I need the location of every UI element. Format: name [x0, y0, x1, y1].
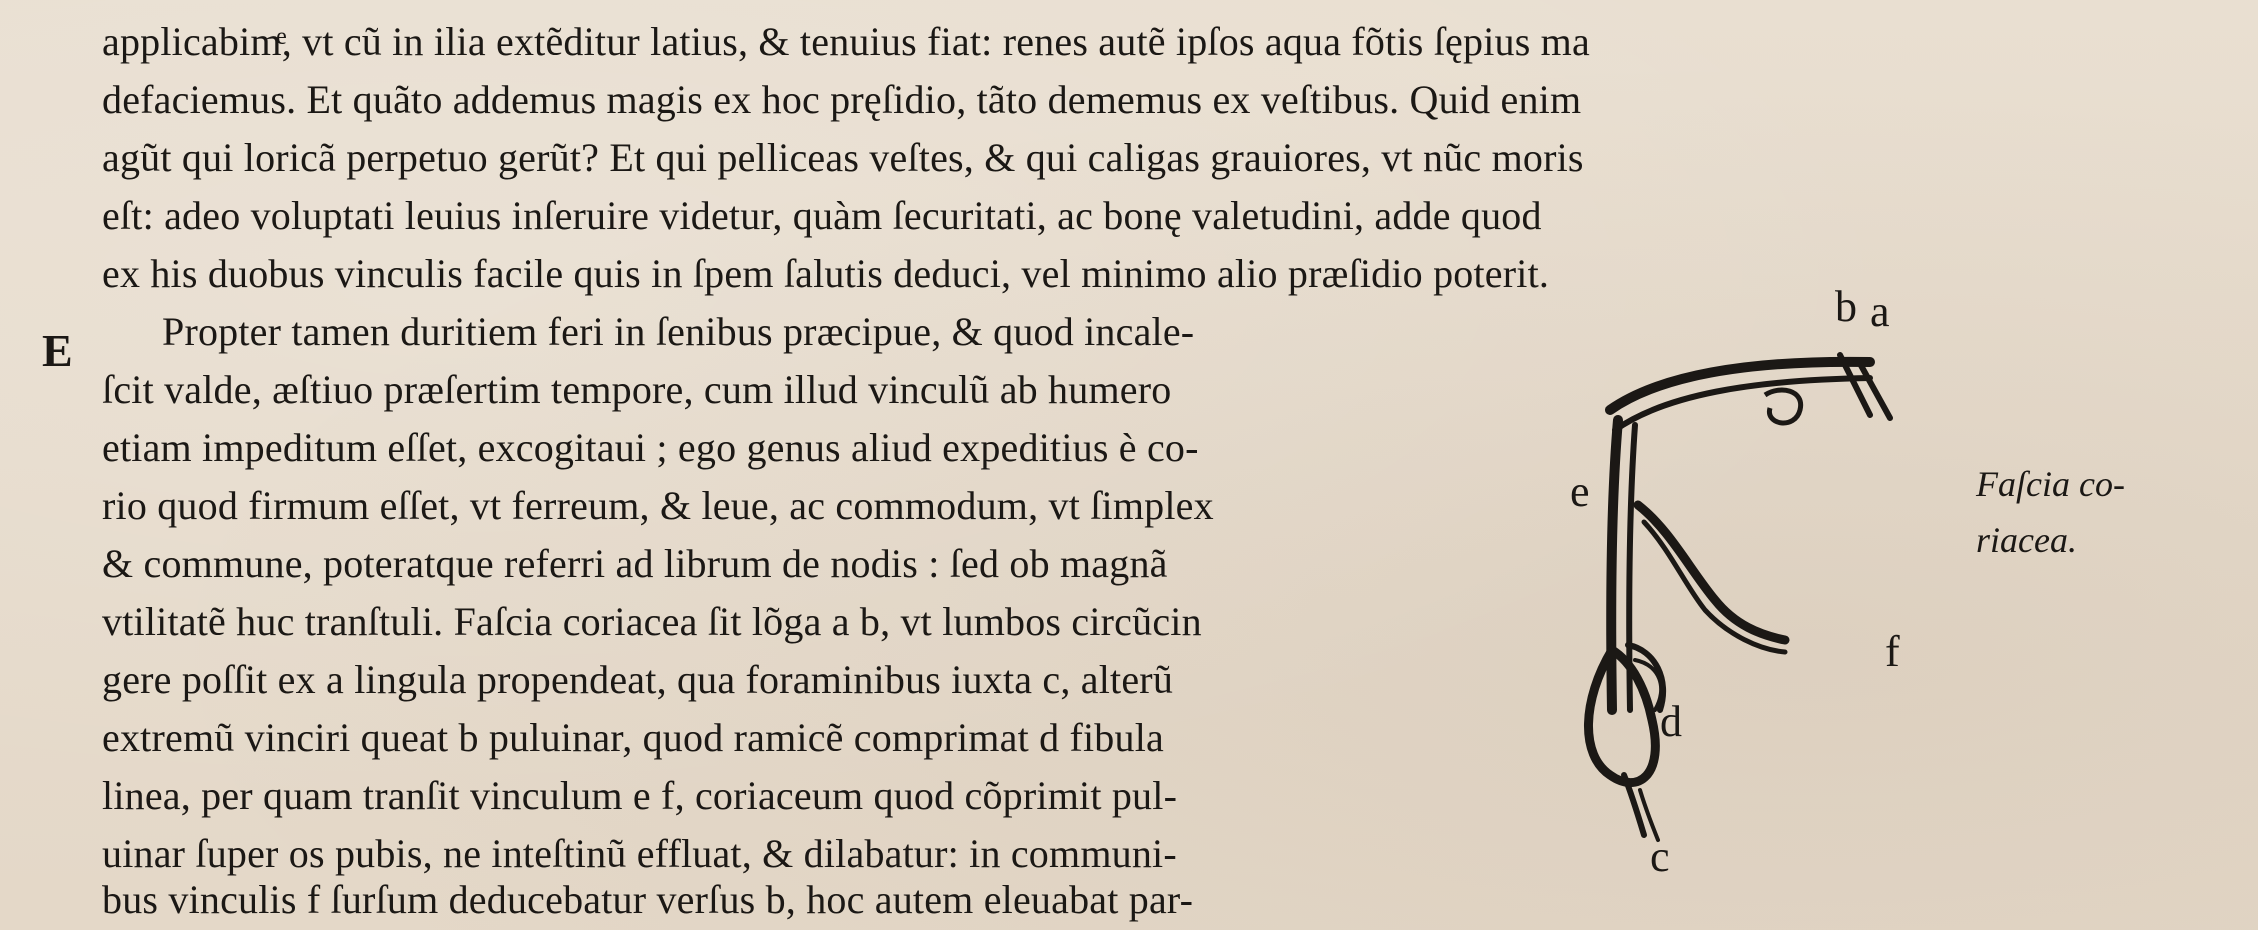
text-line-1: applicabimͤ, vt cũ in ilia extẽditur latius, & tenuius fiat: renes autẽ ipſos aqua fõtis ſępius ma [102, 19, 1590, 64]
margin-letter: E [42, 325, 73, 376]
text-line-4: eſt: adeo voluptati leuius inſeruire videtur, quàm ſecuritati, ac bonę valetudini, adde quod [102, 193, 1542, 238]
paragraph-line-5: & commune, poteratque referri ad librum de nodis : ſed ob magnã [102, 541, 1168, 586]
paragraph-line-6: vtilitatẽ huc tranſtuli. Faſcia coriacea ſit lõga a b, vt lumbos circũcin [102, 599, 1202, 644]
paragraph-line-3: etiam impeditum eſſet, excogitaui ; ego genus aliud expeditius è co- [102, 425, 1199, 470]
text-line-3: agũt qui loricã perpetuo gerũt? Et qui pelliceas veſtes, & qui caligas grauiores, vt nũc moris [102, 135, 1584, 180]
paragraph-line-9: linea, per quam tranſit vinculum e f, coriaceum quod cõprimit pul- [102, 773, 1178, 818]
truss-illustration [1540, 287, 1960, 890]
figure-label-e: e [1570, 467, 1590, 516]
paragraph-line-4: rio quod firmum eſſet, vt ferreum, & leue, ac commodum, vt ſimplex [102, 483, 1214, 528]
figure-label-d: d [1660, 697, 1682, 746]
figure-label-f: f [1885, 627, 1900, 676]
paragraph-line-2: ſcit valde, æſtiuo præſertim tempore, cum illud vinculũ ab humero [102, 367, 1172, 412]
paragraph-line-10: uinar ſuper os pubis, ne inteſtinũ effluat, & dilabatur: in communi- [102, 831, 1177, 876]
text-line-2: defaciemus. Et quãto addemus magis ex hoc pręſidio, tãto dememus ex veſtibus. Quid enim [102, 77, 1582, 122]
figure-label-c: c [1650, 832, 1670, 881]
text-line-5: ex his duobus vinculis facile quis in ſpem ſalutis deduci, vel minimo alio præſidio poterit. [102, 251, 1550, 296]
paragraph-line-11: bus vinculis f ſurſum deducebatur verſus b, hoc autem eleuabat par- [102, 877, 1194, 922]
side-note-line-2: riacea. [1976, 520, 2077, 560]
side-note-line-1: Faſcia co- [1976, 464, 2125, 504]
figure-label-b: b [1835, 282, 1857, 331]
paragraph-line-8: extremũ vinciri queat b puluinar, quod ramicẽ comprimat d fibula [102, 715, 1164, 760]
paragraph-line-7: gere poſſit ex a lingula propendeat, qua foraminibus iuxta c, alterũ [102, 657, 1174, 702]
truss-woodcut-figure [1540, 282, 1960, 890]
paragraph-line-1: Propter tamen duritiem feri in ſenibus præcipue, & quod incale- [162, 309, 1195, 354]
figure-label-a: a [1870, 287, 1890, 336]
